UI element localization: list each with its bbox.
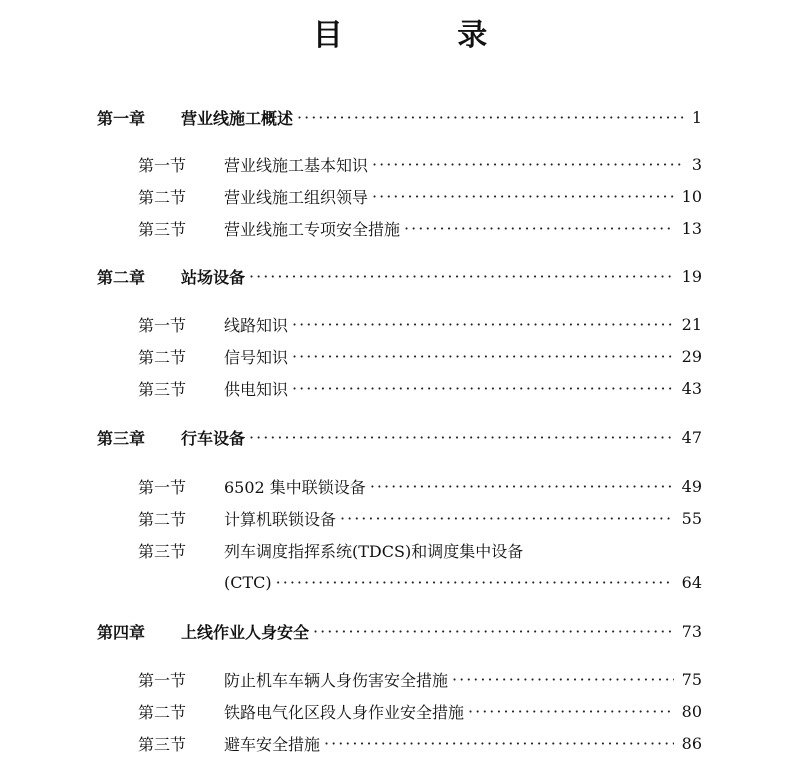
toc-section-1-3[interactable]: [0, 215, 800, 241]
page-number: 55: [681, 508, 702, 528]
section-number: 第三节: [138, 734, 187, 754]
section-number: 第二节: [138, 347, 187, 367]
section-title: 供电知识: [224, 379, 289, 399]
toc-section-2-1[interactable]: [0, 311, 800, 337]
dot-leader: [372, 187, 674, 206]
chapter-title: 营业线施工概述: [181, 108, 294, 128]
page-number: 49: [681, 476, 702, 496]
section-title: 营业线施工专项安全措施: [224, 219, 401, 239]
section-title: 线路知识: [224, 315, 289, 335]
page-number: 80: [681, 701, 702, 721]
section-title: 信号知识: [224, 347, 289, 367]
dot-leader: [249, 267, 674, 286]
toc-section-3-3-continued[interactable]: [0, 569, 800, 595]
chapter-number: 第三章: [97, 428, 146, 448]
section-title: 营业线施工基本知识: [224, 155, 369, 175]
section-number: 第一节: [138, 315, 187, 335]
section-number: 第二节: [138, 702, 187, 722]
page-number: 73: [681, 621, 702, 641]
dot-leader: [340, 509, 674, 528]
chapter-title: 站场设备: [181, 267, 246, 287]
chapter-number: 第一章: [97, 108, 146, 128]
dot-leader: [452, 670, 674, 689]
dot-leader: [404, 219, 674, 238]
dot-leader: [249, 428, 674, 447]
toc-section-1-2[interactable]: [0, 183, 800, 209]
page-number: 21: [681, 314, 702, 334]
page-number: 13: [681, 218, 702, 238]
dot-leader: [292, 315, 674, 334]
section-title: 计算机联锁设备: [224, 509, 337, 529]
section-number: 第一节: [138, 477, 187, 497]
page-number: 75: [681, 669, 702, 689]
toc-chapter-1[interactable]: [0, 104, 800, 130]
chapter-title: 上线作业人身安全: [181, 622, 310, 642]
dot-leader: [292, 379, 674, 398]
section-number: 第三节: [138, 541, 187, 561]
section-title: 铁路电气化区段人身作业安全措施: [224, 702, 465, 722]
dot-leader: [292, 347, 674, 366]
section-number: 第三节: [138, 379, 187, 399]
section-title-line-1: 列车调度指挥系统(TDCS)和调度集中设备: [224, 541, 524, 561]
toc-section-4-1[interactable]: [0, 666, 800, 692]
section-number: 第二节: [138, 509, 187, 529]
page-number: 29: [681, 346, 702, 366]
page-number: 10: [681, 186, 702, 206]
section-title: 避车安全措施: [224, 734, 321, 754]
dot-leader: [276, 573, 674, 592]
dot-leader: [297, 108, 684, 127]
page-number: 1: [691, 107, 702, 127]
dot-leader: [468, 702, 674, 721]
chapter-number: 第四章: [97, 622, 146, 642]
chapter-number: 第二章: [97, 267, 146, 287]
page-number: 43: [681, 378, 702, 398]
page-number: 3: [691, 154, 702, 174]
dot-leader: [372, 155, 684, 174]
toc-chapter-3[interactable]: [0, 424, 800, 450]
chapter-title: 行车设备: [181, 428, 246, 448]
toc-chapter-4[interactable]: [0, 618, 800, 644]
section-title: 营业线施工组织领导: [224, 187, 369, 207]
toc-section-2-3[interactable]: [0, 375, 800, 401]
page-number: 86: [681, 733, 702, 753]
section-number: 第一节: [138, 670, 187, 690]
toc-section-4-3[interactable]: [0, 730, 800, 756]
section-number: 第三节: [138, 219, 187, 239]
toc-chapter-2[interactable]: [0, 263, 800, 289]
toc-section-3-1[interactable]: [0, 473, 800, 499]
page-number: 64: [681, 572, 702, 592]
toc-title: 目 录: [312, 18, 540, 53]
section-title-line-2: (CTC): [224, 572, 272, 592]
dot-leader: [324, 734, 674, 753]
section-number: 第二节: [138, 187, 187, 207]
toc-section-3-2[interactable]: [0, 505, 800, 531]
dot-leader: [370, 477, 674, 496]
toc-section-3-3[interactable]: [0, 537, 800, 563]
section-number: 第一节: [138, 155, 187, 175]
toc-section-2-2[interactable]: [0, 343, 800, 369]
section-title: 6502 集中联锁设备: [224, 477, 366, 497]
page-number: 47: [681, 427, 702, 447]
section-title: 防止机车车辆人身伤害安全措施: [224, 670, 449, 690]
toc-section-4-2[interactable]: [0, 698, 800, 724]
dot-leader: [313, 622, 674, 641]
toc-section-1-1[interactable]: [0, 151, 800, 177]
page-number: 19: [681, 266, 702, 286]
